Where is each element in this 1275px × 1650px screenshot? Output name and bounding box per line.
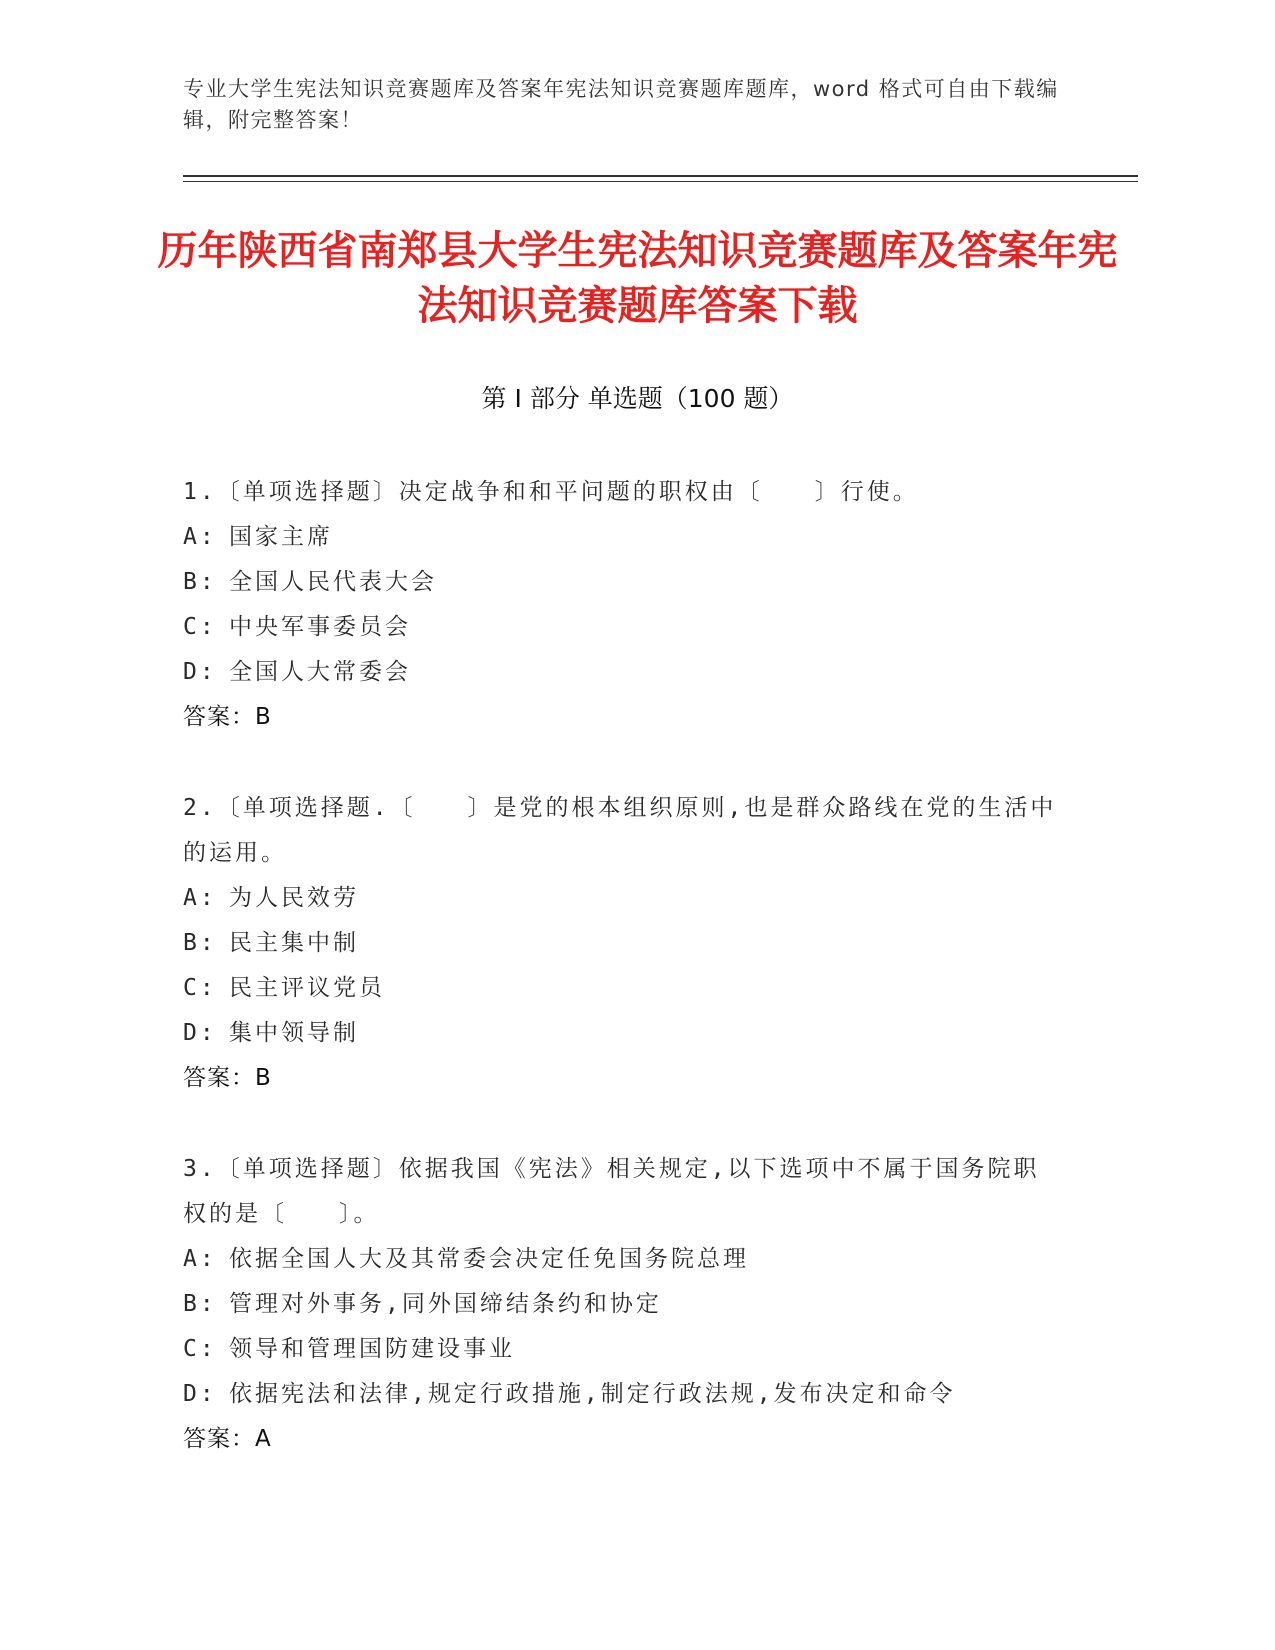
option-text: 中央军事委员会 [229,614,411,640]
question-option [183,605,1063,650]
question-option [183,1011,1063,1056]
option-key: A: [183,885,217,911]
question-option [183,1282,1063,1327]
option-key: D: [183,659,217,685]
question-option [183,1327,1063,1372]
question-option [183,1237,1063,1282]
question-option [183,921,1063,966]
option-key: D: [183,1020,217,1046]
header-note: 专业大学生宪法知识竞赛题库及答案年宪法知识竞赛题库题库，word 格式可自由下载编辑，附完整答案！ [183,77,1059,132]
option-key: D: [183,1381,217,1407]
header-divider-thin [183,181,1138,182]
question-stem: 1.〔单项选择题〕决定战争和和平问题的职权由〔 〕行使。 [183,479,919,505]
question-answer: 答案：A [183,1426,272,1452]
option-text: 国家主席 [229,524,333,550]
question-item [183,1147,1063,1462]
header-divider-thick [183,175,1138,177]
question-option [183,650,1063,695]
option-key: B: [183,930,217,956]
question-answer: 答案：B [183,704,272,730]
question-option [183,515,1063,560]
question-item [183,786,1063,1101]
option-key: A: [183,1246,217,1272]
option-key: B: [183,1291,217,1317]
question-option [183,1372,1063,1417]
option-key: C: [183,614,217,640]
document-title: 历年陕西省南郑县大学生宪法知识竞赛题库及答案年宪法知识竞赛题库答案下载 [157,228,1118,329]
section-title: 第 I 部分 单选题（100 题） [481,384,794,413]
option-text: 全国人大常委会 [229,659,411,685]
option-text: 集中领导制 [229,1020,359,1046]
option-text: 依据全国人大及其常委会决定任免国务院总理 [229,1246,749,1272]
question-item [183,470,1063,740]
option-key: C: [183,975,217,1001]
question-stem: 2.〔单项选择题.〔 〕是党的根本组织原则,也是群众路线在党的生活中的运用。 [183,795,1057,866]
option-text: 全国人民代表大会 [229,569,437,595]
option-text: 民主集中制 [229,930,359,956]
option-text: 领导和管理国防建设事业 [229,1336,515,1362]
question-option [183,876,1063,921]
option-text: 管理对外事务,同外国缔结条约和协定 [229,1291,662,1317]
question-stem: 3.〔单项选择题〕依据我国《宪法》相关规定,以下选项中不属于国务院职权的是〔 〕。 [183,1156,1040,1227]
option-key: A: [183,524,217,550]
option-text: 依据宪法和法律,规定行政措施,制定行政法规,发布决定和命令 [229,1381,956,1407]
question-option [183,560,1063,605]
option-text: 为人民效劳 [229,885,359,911]
question-answer: 答案：B [183,1065,272,1091]
option-key: C: [183,1336,217,1362]
option-text: 民主评议党员 [229,975,385,1001]
question-option [183,966,1063,1011]
option-key: B: [183,569,217,595]
